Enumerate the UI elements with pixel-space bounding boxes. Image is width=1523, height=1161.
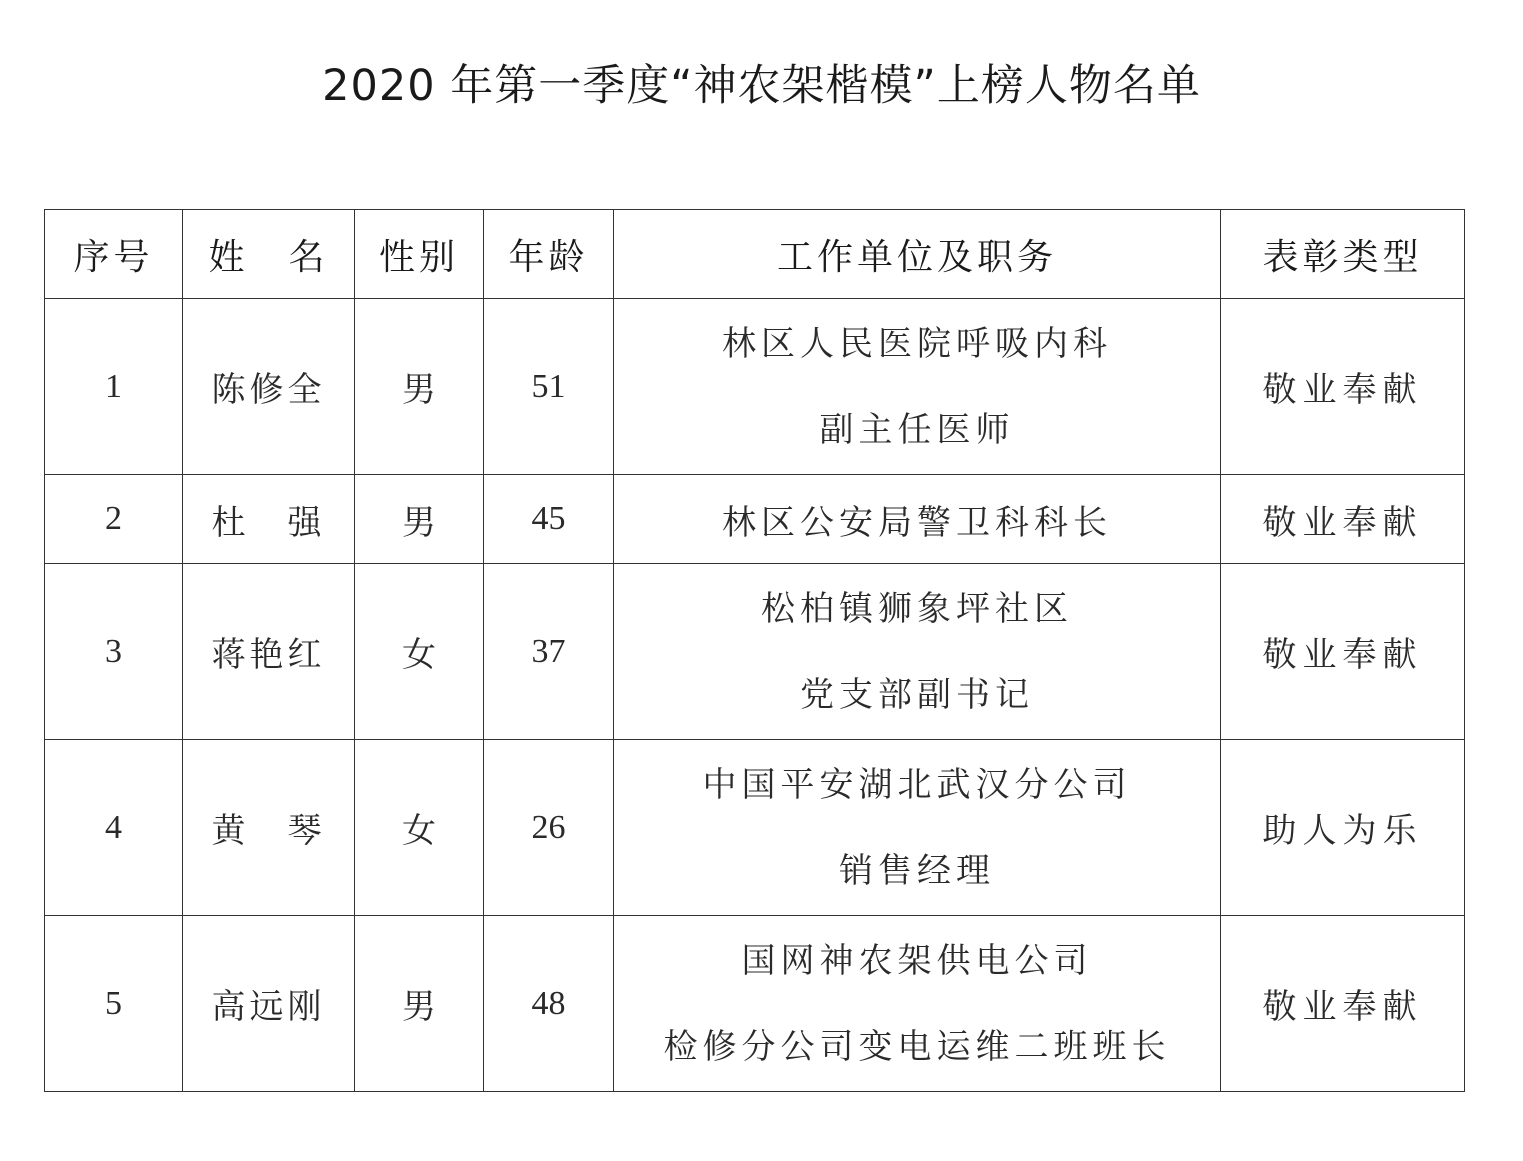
- header-gender: 性别: [355, 210, 484, 299]
- cell-age: 26: [484, 740, 614, 916]
- cell-gender: 男: [355, 475, 484, 564]
- cell-unit-position: [614, 916, 1221, 1092]
- header-unit-position: 工作单位及职务: [614, 210, 1221, 299]
- unit-line: 林区人民医院呼吸内科: [722, 323, 1112, 364]
- table-row: [45, 475, 1465, 564]
- cell-number: 4: [45, 740, 183, 916]
- cell-age: 48: [484, 916, 614, 1092]
- page-title: 2020 年第一季度“神农架楷模”上榜人物名单: [322, 61, 1201, 111]
- cell-unit-position: [614, 564, 1221, 740]
- cell-number: 1: [45, 299, 183, 475]
- honoree-table: [44, 209, 1465, 1092]
- position-line: 销售经理: [839, 850, 995, 891]
- unit-line: 林区公安局警卫科科长: [722, 502, 1112, 543]
- cell-award-type: 敬业奉献: [1221, 564, 1465, 740]
- header-award-type: 表彰类型: [1221, 210, 1465, 299]
- cell-number: 5: [45, 916, 183, 1092]
- table-row: [45, 740, 1465, 916]
- cell-name: 黄 琴: [183, 740, 355, 916]
- table-row: [45, 564, 1465, 740]
- cell-name: 蒋艳红: [183, 564, 355, 740]
- table-row: [45, 916, 1465, 1092]
- header-name: 姓 名: [183, 210, 355, 299]
- cell-award-type: 助人为乐: [1221, 740, 1465, 916]
- cell-name: 高远刚: [183, 916, 355, 1092]
- cell-gender: 女: [355, 740, 484, 916]
- unit-line: 国网神农架供电公司: [741, 940, 1093, 981]
- header-age: 年龄: [484, 210, 614, 299]
- cell-unit-position: [614, 740, 1221, 916]
- table-row: [45, 299, 1465, 475]
- cell-unit-position: [614, 299, 1221, 475]
- cell-number: 2: [45, 475, 183, 564]
- header-number: 序号: [45, 210, 183, 299]
- cell-name: 陈修全: [183, 299, 355, 475]
- position-line: 党支部副书记: [800, 674, 1034, 715]
- cell-award-type: 敬业奉献: [1221, 299, 1465, 475]
- position-line: 副主任医师: [819, 409, 1015, 450]
- position-line: 检修分公司变电运维二班班长: [663, 1026, 1171, 1067]
- table-header-row: [45, 210, 1465, 299]
- cell-award-type: 敬业奉献: [1221, 475, 1465, 564]
- cell-gender: 女: [355, 564, 484, 740]
- unit-line: 中国平安湖北武汉分公司: [702, 764, 1132, 805]
- cell-age: 45: [484, 475, 614, 564]
- cell-number: 3: [45, 564, 183, 740]
- cell-award-type: 敬业奉献: [1221, 916, 1465, 1092]
- cell-age: 37: [484, 564, 614, 740]
- cell-name: 杜 强: [183, 475, 355, 564]
- cell-unit-position: [614, 475, 1221, 564]
- unit-line: 松柏镇狮象坪社区: [761, 588, 1073, 629]
- cell-gender: 男: [355, 916, 484, 1092]
- cell-gender: 男: [355, 299, 484, 475]
- cell-age: 51: [484, 299, 614, 475]
